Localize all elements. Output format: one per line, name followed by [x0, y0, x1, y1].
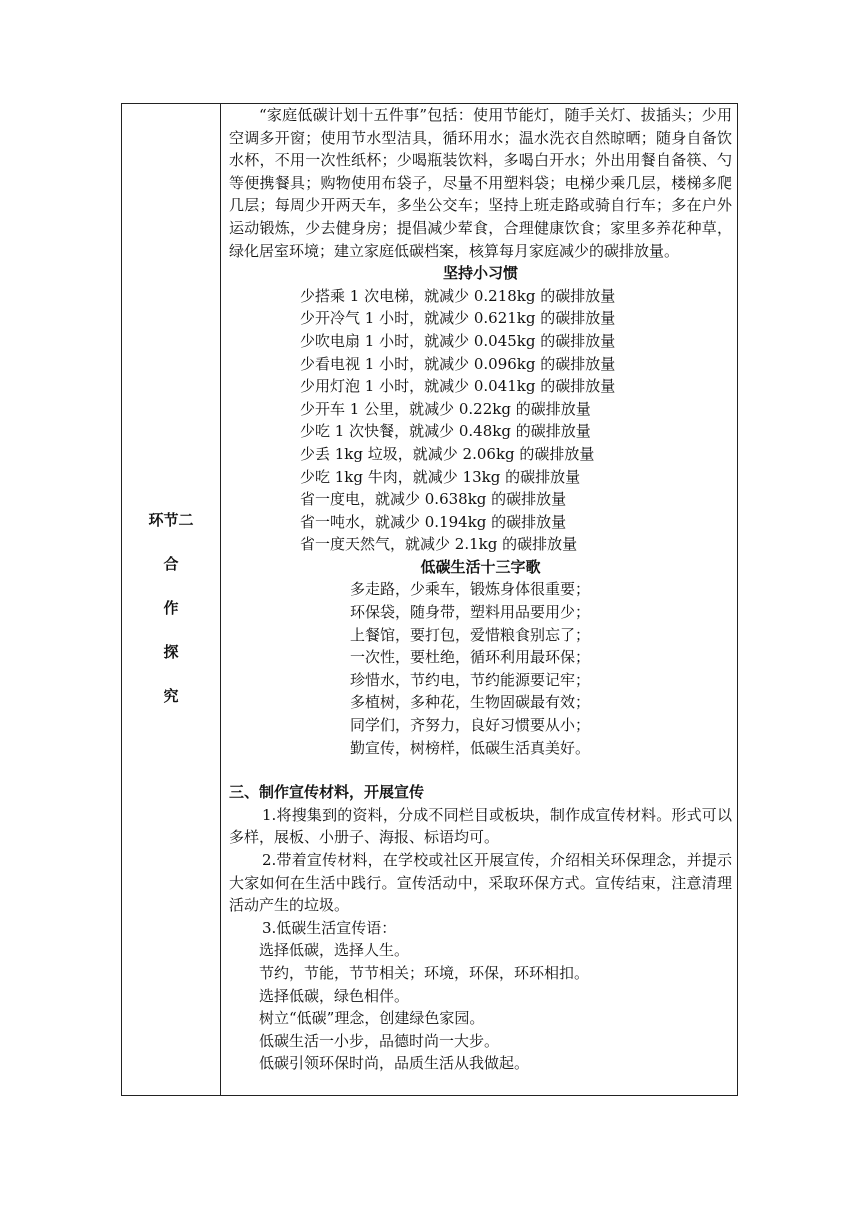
stage-label-char: 合: [163, 555, 179, 573]
song-line: 多植树，多种花，生物固碳最有效；: [350, 693, 591, 712]
habit-item: 少开车 1 公里，就减少 0.22kg 的碳排放量: [300, 399, 591, 418]
habit-item: 少吃 1kg 牛肉，就减少 13kg 的碳排放量: [300, 467, 581, 486]
song-line: 珍惜水，节约电，节约能源要记牢；: [350, 670, 591, 689]
slogan-list: [229, 939, 732, 1075]
section3-heading: 三、制作宣传材料，开展宣传: [229, 783, 425, 802]
stage-label-char: 究: [163, 687, 179, 705]
intro-paragraph: “家庭低碳计划十五件事”包括：使用节能灯，随手关灯、拔插头；少用空调多开窗；使用节水型洁具，循环用水；温水洗衣自然晾晒；随身自备饮水杯，不用一次性纸杯；少喝瓶装饮料，多喝白开水；外出用餐自备筷、勺等便携餐具；购物使用布袋子，尽量不用塑料袋；电梯少乘几层，楼梯多爬几层；每周少开两天车，多坐公交车；坚持上班走路或骑自行车；多在户外运动锻炼，少去健身房；提倡减少荤食，合理健康饮食；家里多养花种草，绿化居室环境；建立家庭低碳档案，核算每月家庭减少的碳排放量。: [229, 106, 732, 260]
lesson-table: [121, 103, 738, 1096]
slogan-item: 选择低碳，选择人生。: [259, 941, 410, 960]
habit-item: 少开冷气 1 小时，就减少 0.621kg 的碳排放量: [300, 309, 616, 328]
habit-item: 少搭乘 1 次电梯，就减少 0.218kg 的碳排放量: [300, 286, 616, 305]
habit-item: 少看电视 1 小时，就减少 0.096kg 的碳排放量: [300, 354, 616, 373]
song-line: 环保袋，随身带，塑料用品要用少；: [350, 603, 591, 622]
song-line: 同学们，齐努力，良好习惯要从小；: [350, 716, 591, 735]
song-title: 低碳生活十三字歌: [420, 557, 541, 576]
slogan-item: 低碳生活一小步，品德时尚一大步。: [259, 1031, 500, 1050]
song-lines: [229, 578, 732, 759]
content-cell: [229, 104, 732, 1075]
song-line: 勤宣传，树榜样，低碳生活真美好。: [350, 738, 591, 757]
habit-item: 省一度电，就减少 0.638kg 的碳排放量: [300, 490, 567, 509]
song-line: 多走路，少乘车，锻炼身体很重要；: [350, 580, 591, 599]
habit-item: 省一度天然气，就减少 2.1kg 的碳排放量: [300, 535, 578, 554]
section3-item1: 1.将搜集到的资料，分成不同栏目或板块，制作成宣传材料。形式可以多样，展板、小册子、海报、标语均可。: [229, 805, 732, 847]
habit-item: 少吹电扇 1 小时，就减少 0.045kg 的碳排放量: [300, 331, 616, 350]
stage-label-line1: 环节二: [148, 511, 194, 529]
habit-item: 少用灯泡 1 小时，就减少 0.041kg 的碳排放量: [300, 377, 616, 396]
stage-label-char: 探: [163, 643, 179, 661]
slogan-item: 树立“低碳”理念，创建绿色家园。: [259, 1009, 485, 1028]
slogan-item: 节约，节能，节节相关；环境，环保，环环相扣。: [259, 963, 590, 982]
stage-label: [122, 508, 220, 728]
slogan-item: 低碳引领环保时尚，品质生活从我做起。: [259, 1054, 530, 1073]
section3-item2: 2.带着宣传材料，在学校或社区开展宣传，介绍相关环保理念，并提示大家如何在生活中践行。宣传活动中，采取环保方式。宣传结束，注意清理活动产生的垃圾。: [229, 851, 732, 915]
column-divider: [220, 104, 221, 1095]
habits-title: 坚持小习惯: [442, 264, 518, 283]
slogan-item: 选择低碳，绿色相伴。: [259, 986, 410, 1005]
habit-item: 省一吨水，就减少 0.194kg 的碳排放量: [300, 512, 567, 531]
song-line: 一次性，要杜绝，循环利用最环保；: [350, 648, 591, 667]
habit-item: 少吃 1 次快餐，就减少 0.48kg 的碳排放量: [300, 422, 591, 441]
habits-list: [229, 285, 732, 556]
habit-item: 少丢 1kg 垃圾，就减少 2.06kg 的碳排放量: [300, 444, 595, 463]
stage-label-char: 作: [163, 599, 179, 617]
song-line: 上餐馆，要打包，爱惜粮食别忘了；: [350, 625, 591, 644]
section3-item3: 3.低碳生活宣传语：: [262, 918, 397, 937]
